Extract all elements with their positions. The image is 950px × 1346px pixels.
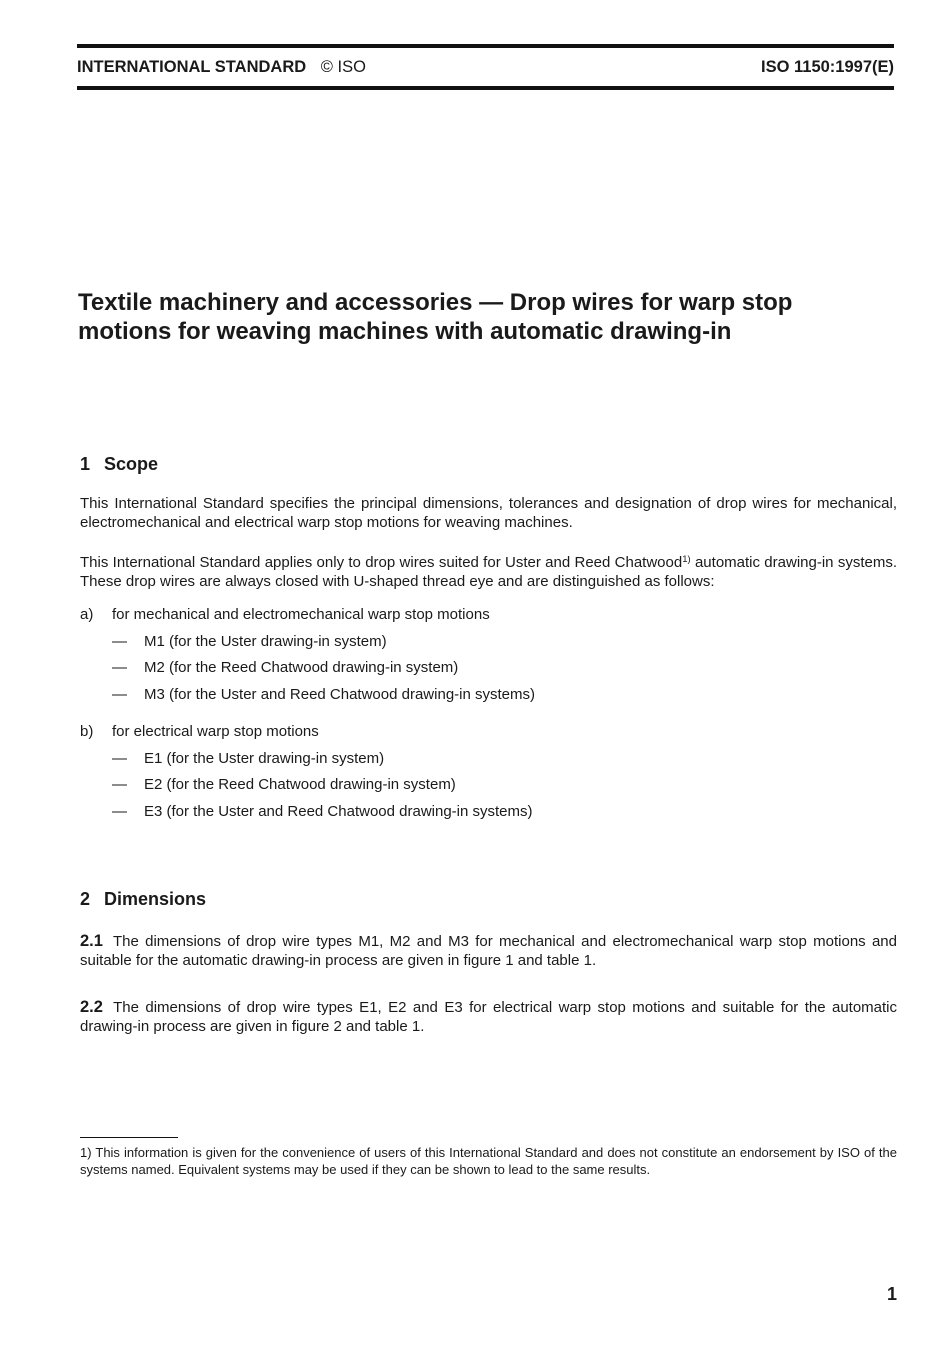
standard-label: INTERNATIONAL STANDARD — [77, 58, 307, 76]
list-dash: — — [112, 659, 127, 676]
copyright-notice: © ISO — [320, 58, 366, 76]
clause-text: The dimensions of drop wire types M1, M2 and M3 for mechanical and electromechanical warp stop motions and suitable for the automatic drawing-in process are given in figure 1 and table 1. — [80, 933, 897, 969]
clause-number: 2.1 — [80, 932, 103, 950]
clause-number: 2.2 — [80, 998, 103, 1016]
list-subitem: E1 (for the Uster drawing-in system) — [144, 750, 385, 767]
document-title: Textile machinery and accessories — Drop wires for warp stop motions for weaving machines with automatic drawing-in — [78, 289, 793, 345]
list-dash: — — [112, 776, 127, 793]
clause-2-2 — [80, 998, 897, 1036]
list-item-letter: b) — [80, 723, 94, 740]
section-number: 2 — [80, 889, 91, 909]
page-number: 1 — [886, 1284, 897, 1304]
footnote-separator — [80, 1137, 178, 1138]
list-dash: — — [112, 633, 127, 650]
clause-text: The dimensions of drop wire types E1, E2 and E3 for electrical warp stop motions and suitable for the automatic drawing-in process are given in figure 2 and table 1. — [80, 999, 898, 1035]
list-subitem: M1 (for the Uster drawing-in system) — [144, 633, 387, 650]
header-left — [77, 58, 366, 77]
footnote — [80, 1145, 897, 1178]
section-heading-scope — [80, 454, 158, 475]
list-dash: — — [112, 686, 127, 703]
list-subitem: E2 (for the Reed Chatwood drawing-in system) — [144, 776, 456, 793]
scope-paragraph-2-text-cont: automatic drawing-in systems. These drop wires are always closed with U-shaped thread eye and are distinguished as follows: — [80, 554, 897, 590]
list-dash: — — [112, 803, 127, 820]
list-item-text: for electrical warp stop motions — [112, 723, 319, 740]
list-item-letter: a) — [80, 606, 94, 623]
header-rule-bottom — [77, 86, 894, 90]
clause-2-1 — [80, 932, 897, 970]
footnote-marker: 1) — [80, 1145, 92, 1160]
section-title: Scope — [104, 454, 159, 474]
scope-paragraph-2-text: This International Standard applies only to drop wires suited for Uster and Reed Chatwood — [80, 554, 683, 571]
scope-paragraph-1: This International Standard specifies the principal dimensions, tolerances and designation of drop wires for mechanical, electromechanical and electrical warp stop motions for weaving machines. — [80, 495, 897, 531]
scope-paragraph-2 — [80, 551, 897, 591]
section-number: 1 — [80, 454, 91, 474]
list-subitem: M3 (for the Uster and Reed Chatwood drawing-in systems) — [144, 686, 535, 703]
footnote-reference[interactable]: 1) — [682, 554, 691, 565]
list-item-text: for mechanical and electromechanical warp stop motions — [112, 606, 490, 623]
list-dash: — — [112, 750, 127, 767]
header-rule-top — [77, 44, 894, 48]
section-heading-dimensions — [80, 889, 206, 910]
footnote-text: This information is given for the convenience of users of this International Standard and does not constitute an endorsement by ISO of the systems named. Equivalent systems may be used if they can be shown to lead to the same results. — [80, 1145, 897, 1177]
list-subitem: E3 (for the Uster and Reed Chatwood drawing-in systems) — [144, 803, 533, 820]
list-subitem: M2 (for the Reed Chatwood drawing-in system) — [144, 659, 459, 676]
section-title: Dimensions — [104, 889, 207, 909]
document-id: ISO 1150:1997(E) — [761, 58, 894, 76]
